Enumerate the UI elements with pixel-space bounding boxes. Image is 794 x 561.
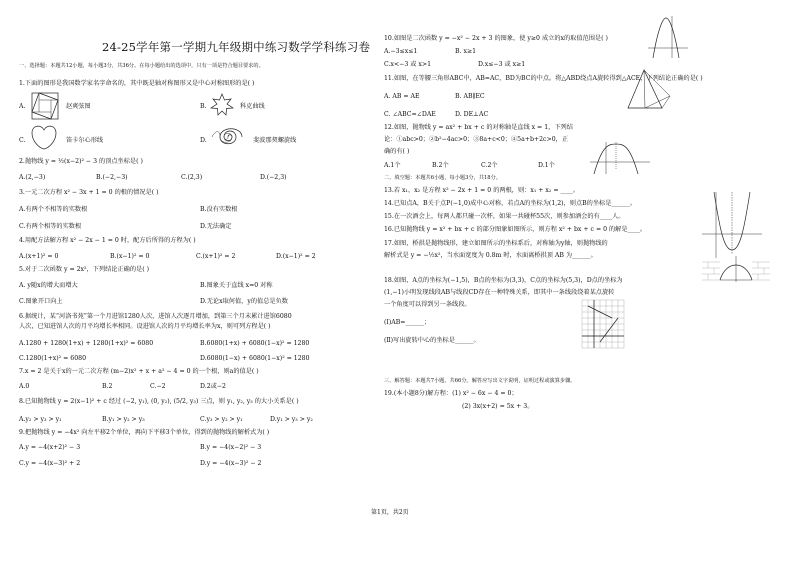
q2-option-b: B.(−2,−3) xyxy=(96,174,128,181)
q5-stem: 5.对于二次函数 y = 2x²，下列结论正确的是( ) xyxy=(19,266,149,273)
q16-parabola-graph xyxy=(702,190,762,258)
q5-option-a: A. y随x的增大而增大 xyxy=(19,282,78,289)
q10-option-c: C.x<−3 或 x>1 xyxy=(384,61,432,68)
q10-option-d: D.x≤−3 或 x≥1 xyxy=(478,61,526,68)
q12-parabola-graph xyxy=(590,140,650,174)
q1-figure-a xyxy=(31,92,59,120)
q7-option-c: C.−2 xyxy=(150,383,166,390)
q10-parabola-graph xyxy=(648,14,688,58)
q6-option-c: C.1280(1+x)² = 6080 xyxy=(19,355,87,362)
q11-option-d: D. DE⊥AC xyxy=(455,111,489,118)
q18-text-line2: (1,−1)小明发现线段AB与线段CD存在一种特殊关系，即其中一条线段绕着某点旋转 xyxy=(384,289,615,296)
section-two-heading: 二、填空题：本题共6小题，每小题3分，共18分。 xyxy=(384,175,501,181)
q4-option-c: C.(x+1)² = 2 xyxy=(196,253,236,260)
q9-option-b: B.y = −4(x−2)² − 3 xyxy=(200,444,262,451)
q1-option-c-text: 笛卡尔心形线 xyxy=(66,137,104,144)
q6-option-b: B.6080(1+x) + 6080(1−x)² = 1280 xyxy=(200,340,310,347)
q8-option-a: A.y₂ > y₃ > y₁ xyxy=(19,416,62,423)
q18-part-ii: (Ⅱ)写出旋转中心的坐标是______。 xyxy=(384,337,480,344)
q18-text-line1: 18.如图，A点的坐标为(−1,5)，B点的坐标为(3,3)，C点的坐标为(5,3)，D点的坐标为 xyxy=(384,277,623,284)
q5-option-c: C.图象开口向上 xyxy=(19,298,63,305)
q16-text: 16.已知抛物线 y = x² + bx + c 的部分图象如图所示，则方程 x² + bx + c = 0 的解是____。 xyxy=(384,226,647,233)
q9-option-c: C.y = −4(x−3)² + 2 xyxy=(19,460,81,467)
q14-text: 14.已知点A，B关于点P(−1,0)成中心对称，若点A的坐标为(1,2)，则点B的坐标是______。 xyxy=(384,200,637,207)
q7-option-b: B.2 xyxy=(102,383,113,390)
q11-stem: 11.如图，在等腰三角形ABC中，AB=AC，BD为BC的中点。将△ABD绕点A旋转得到△ACE，下列结论正确的是( ) xyxy=(384,75,703,82)
q11-triangle-figure xyxy=(626,68,672,112)
q3-stem: 3.一元二次方程 x² − 3x + 1 = 0 的根的情况是( ) xyxy=(19,189,159,196)
q12-option-a: A.1个 xyxy=(384,162,401,169)
q12-stem-line1: 12.如图，抛物线 y = ax² + bx + c 的对称轴是直线 x = 1，下列结 xyxy=(384,124,573,131)
q6-stem-line2: 人次，已知进馆人次的月平均增长率相同。设进馆人次的月平均增长率为x，则可列方程是( ) xyxy=(19,323,271,330)
q10-stem: 10.如图是二次函数 y = −x² − 2x + 3 的图象，使 y≥0 成立的x的取值范围是( ) xyxy=(384,35,608,42)
q1-option-d-text: 斐波那契螺旋线 xyxy=(253,137,297,144)
q8-stem: 8.已知抛物线 y = 2(x−1)² + c 经过 (−2, y₁), (0, y₂), (5/2, y₃) 三点，则 y₁, y₂, y₃ 的大小关系是( ) xyxy=(19,398,299,405)
q18-text-line3: 一个角度可以得到另一条线段。 xyxy=(384,301,471,308)
q7-option-a: A.0 xyxy=(19,383,30,390)
q8-option-d: D.y₁ > y₃ > y₂ xyxy=(270,416,313,423)
q1-option-b-text: 科克曲线 xyxy=(240,103,265,110)
q3-option-a: A.有两个不相等的实数根 xyxy=(19,206,88,213)
q4-stem: 4.用配方法解方程 x² − 2x − 1 = 0 时，配方后所得的方程为( ) xyxy=(19,237,196,244)
q17-text-line2: 解析式是 y = −½x²，当水面宽度为 0.8m 时，水面离桥拱顶 AB 为______。 xyxy=(384,252,597,259)
q9-option-d: D.y = −4(x−3)² − 2 xyxy=(200,460,262,467)
q8-option-b: B.y₁ > y₂ > y₃ xyxy=(102,416,145,423)
q10-option-a: A.−3≤x≤1 xyxy=(384,48,418,55)
page-footer: 第1页，共2页 xyxy=(371,509,409,516)
q11-option-b: B. AB∥EC xyxy=(455,93,485,100)
section-one-heading: 一、选择题：本题共12小题，每小题3分，共36分。在每小题给出的选项中，只有一项是符合题目要求的。 xyxy=(19,63,264,69)
q12-option-c: C.2个 xyxy=(481,162,498,169)
q1-stem: 1.下面的图形是我国数学家名字命名的，其中既是轴对称图形又是中心对称图形的是( ) xyxy=(19,80,255,87)
q11-option-a: A. AB = AE xyxy=(384,93,420,100)
q3-option-d: D.无法确定 xyxy=(200,223,232,230)
q1-option-a-label: A. xyxy=(19,103,26,110)
q2-option-a: A.(2,−3) xyxy=(19,174,46,181)
q1-option-c-label: C. xyxy=(19,137,26,144)
q1-figure-d xyxy=(210,124,246,150)
q5-option-b: B.图象关于直线 x=0 对称 xyxy=(200,282,273,289)
q17-text-line1: 17.如图，桥拱是抛物线形，建立如图所示的坐标系后，对称轴为y轴，则抛物线的 xyxy=(384,240,608,247)
q18-part-i: (Ⅰ)AB=______； xyxy=(384,319,431,326)
q12-option-d: D.1个 xyxy=(538,162,555,169)
q2-option-d: D.(−2,3) xyxy=(260,174,287,181)
q3-option-b: B.没有实数根 xyxy=(200,206,238,213)
q19-text: 19.(本小题8分)解方程：(1) x² − 6x − 4 = 0； xyxy=(384,390,518,397)
q10-option-b: B. x≥1 xyxy=(455,48,477,55)
q7-option-d: D.2或−2 xyxy=(200,383,226,390)
q13-text: 13.若 x₁，x₂ 是方程 x² − 2x + 1 = 0 的两根，则：x₁ + x₂ = ____。 xyxy=(384,187,580,194)
q12-stem-line2: 论：①abc>0；②b²−4ac>0；③8a+c<0；④5a+b+2c>0，正 xyxy=(384,136,569,143)
q19-part-2: (2) 3x(x+2) = 5x + 3。 xyxy=(462,403,534,410)
q1-figure-b xyxy=(210,93,234,117)
q2-option-c: C.(2,3) xyxy=(181,174,203,181)
q17-bridge-figure xyxy=(700,254,772,284)
q18-grid-figure xyxy=(580,298,626,350)
q6-option-a: A.1280 + 1280(1+x) + 1280(1+x)² = 6080 xyxy=(19,340,154,347)
q1-option-a-text: 赵爽弦图 xyxy=(66,103,91,110)
q4-option-a: A.(x+1)² = 0 xyxy=(19,253,59,260)
q6-stem-line1: 6.据统计，某“河洛书苑”第一个月进馆1280人次，进馆人次逐月增加，到第三个月末累计进馆6080 xyxy=(19,313,292,320)
section-three-heading: 三、解答题：本题共7小题，共66分。解答应写出文字说明，证明过程或演算步骤。 xyxy=(384,378,576,384)
q11-option-c: C. ∠ABC=∠DAE xyxy=(384,111,436,118)
q8-option-c: C.y₃ > y₂ > y₁ xyxy=(200,416,243,423)
q4-option-b: B.(x−1)² = 0 xyxy=(110,253,150,260)
q9-option-a: A.y = −4(x+2)² − 3 xyxy=(19,444,81,451)
q1-option-b-label: B. xyxy=(200,103,207,110)
q6-option-d: D.6080(1−x) + 6080(1−x)² = 1280 xyxy=(200,355,310,362)
q4-option-d: D.(x−1)² = 2 xyxy=(276,253,316,260)
q15-text: 15.在一次酒会上，每两人都只碰一次杯，如果一共碰杯55次，则参加酒会的有____人。 xyxy=(384,213,625,220)
q7-stem: 7.x = 2 是关于x的一元二次方程 (m−2)x² + x + a² − 4 = 0 的一个根，则a的值是( ) xyxy=(19,368,259,375)
page-title: 24-25学年第一学期九年级期中练习数学学科练习卷 xyxy=(102,40,371,54)
q3-option-c: C.有两个相等的实数根 xyxy=(19,223,82,230)
q5-option-d: D.无论x取何值，y的值总是负数 xyxy=(200,298,288,305)
q1-figure-c xyxy=(31,124,57,150)
q1-option-d-label: D. xyxy=(200,137,207,144)
q12-option-b: B.2个 xyxy=(432,162,449,169)
q2-stem: 2.抛物线 y = ½(x−2)² − 3 的顶点坐标是( ) xyxy=(19,158,143,165)
q12-stem-line3: 确的有( ) xyxy=(384,148,410,155)
q9-stem: 9.把抛物线 y = −4x² 向左平移2个单位，再向下平移3个单位，得到的抛物线的解析式为( ) xyxy=(19,429,270,436)
